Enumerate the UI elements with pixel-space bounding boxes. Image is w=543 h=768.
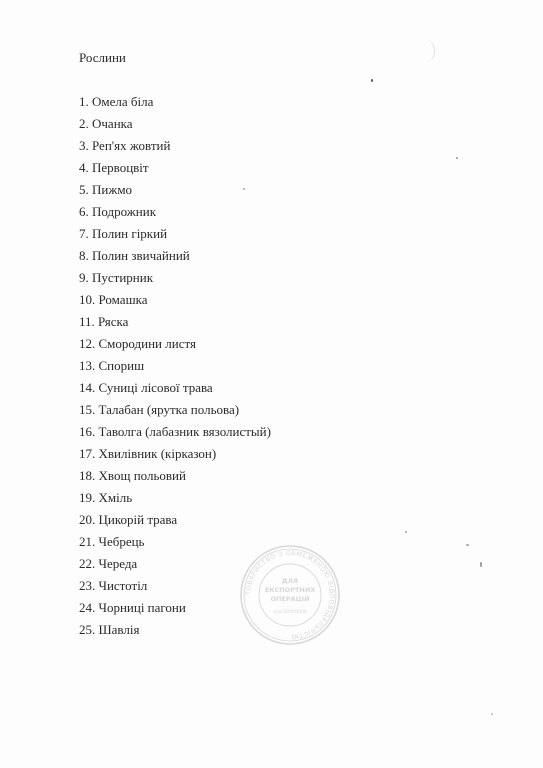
list-item: 10. Ромашка bbox=[79, 292, 148, 307]
list-item: 11. Ряска bbox=[79, 314, 129, 329]
document-heading: Рослини bbox=[79, 50, 126, 65]
stamp-line: ДЛЯ bbox=[281, 577, 299, 585]
scan-speck bbox=[405, 531, 407, 533]
scan-mark bbox=[418, 40, 435, 62]
list-item: 5. Пижмо bbox=[79, 182, 133, 197]
list-item: 20. Цикорій трава bbox=[79, 512, 178, 527]
list-item: 12. Смородини листя bbox=[79, 336, 196, 351]
list-item: 7. Полин гіркий bbox=[79, 226, 168, 241]
list-item: 17. Хвилівник (кірказон) bbox=[79, 446, 217, 461]
list-item: 22. Череда bbox=[79, 556, 138, 571]
list-item: 8. Полин звичайний bbox=[79, 248, 190, 263]
list-item: 25. Шавлія bbox=[79, 622, 140, 637]
list-item: 14. Суниці лісової трава bbox=[79, 380, 213, 395]
list-item: 4. Первоцвіт bbox=[79, 160, 149, 175]
list-item: 15. Талабан (ярутка польова) bbox=[79, 402, 240, 417]
list-item: 3. Реп'ях жовтий bbox=[79, 138, 171, 153]
list-item: 1. Омела біла bbox=[79, 94, 154, 109]
scan-speck bbox=[491, 713, 493, 715]
scan-speck bbox=[371, 79, 373, 82]
list-item: 6. Подрожник bbox=[79, 204, 157, 219]
scan-speck bbox=[456, 157, 458, 159]
scan-speck bbox=[243, 188, 245, 190]
list-item: 2. Очанка bbox=[79, 116, 133, 131]
stamp-ring-text: ТОВАРИСТВО З ОБМЕЖЕНОЮ ВІДПОВІДАЛЬНІСТЮ bbox=[244, 549, 336, 641]
scan-speck bbox=[466, 544, 469, 546]
list-item: 18. Хвощ польовий bbox=[79, 468, 186, 483]
list-item: 13. Спориш bbox=[79, 358, 145, 373]
list-item: 23. Чистотіл bbox=[79, 578, 148, 593]
stamp-line: код 00000000 bbox=[273, 610, 307, 615]
stamp-line: ОПЕРАЦІЙ bbox=[270, 595, 310, 603]
list-item: 19. Хміль bbox=[79, 490, 133, 505]
list-item: 16. Таволга (лабазник вязолистый) bbox=[79, 424, 271, 439]
scan-speck bbox=[480, 562, 482, 567]
seal-stamp bbox=[238, 543, 342, 647]
list-item: 24. Чорниці пагони bbox=[79, 600, 186, 615]
list-item: 21. Чебрець bbox=[79, 534, 145, 549]
stamp-line: ЕКСПОРТНИХ bbox=[264, 586, 316, 594]
list-item: 9. Пустирник bbox=[79, 270, 154, 285]
